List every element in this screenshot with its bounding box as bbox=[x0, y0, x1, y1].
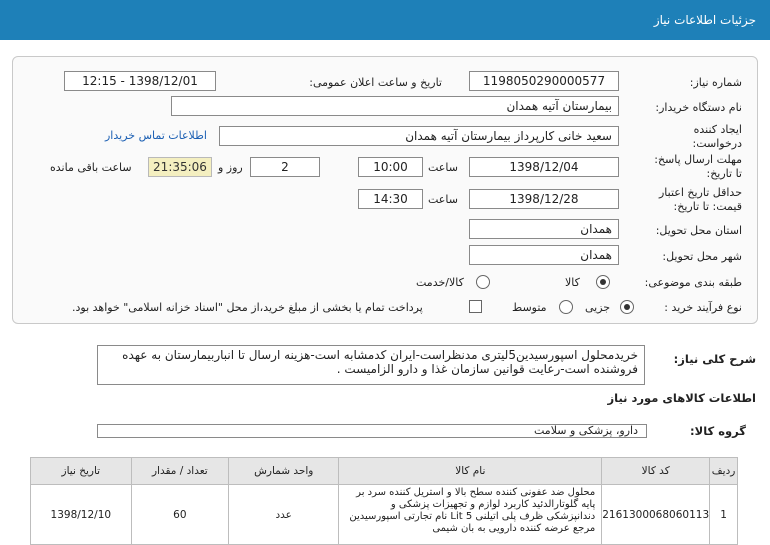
reply-deadline-label: مهلت ارسال پاسخ: تا تاریخ: bbox=[654, 153, 742, 180]
goods-group-label: گروه کالا: bbox=[690, 424, 746, 438]
table-row[interactable] bbox=[31, 485, 738, 545]
col-date: تاریخ نیاز bbox=[31, 458, 132, 485]
col-name: نام کالا bbox=[339, 458, 602, 485]
treasury-payment-note: پرداخت تمام یا بخشی از مبلغ خرید،از محل "اسناد خزانه اسلامی" خواهد بود. bbox=[72, 301, 423, 314]
row-index: 1 bbox=[710, 485, 738, 545]
col-unit: واحد شمارش bbox=[229, 458, 339, 485]
purchase-medium-label: متوسط bbox=[512, 301, 547, 314]
col-index: ردیف bbox=[710, 458, 738, 485]
goods-table bbox=[30, 457, 738, 545]
category-goods-radio[interactable] bbox=[596, 275, 610, 289]
category-label: طبقه بندی موضوعی: bbox=[644, 276, 742, 289]
purchase-medium-radio[interactable] bbox=[559, 300, 573, 314]
remaining-label: ساعت باقی مانده bbox=[50, 161, 132, 174]
col-code: کد کالا bbox=[602, 458, 710, 485]
city-label: شهر محل تحویل: bbox=[662, 250, 742, 263]
purchase-minor-radio[interactable] bbox=[620, 300, 634, 314]
category-goods-service-label: کالا/خدمت bbox=[416, 276, 464, 289]
row-unit: عدد bbox=[229, 485, 339, 545]
remaining-time-field: 21:35:06 bbox=[148, 157, 212, 177]
days-label: روز و bbox=[218, 161, 243, 174]
validity-time-field[interactable]: 14:30 bbox=[358, 189, 423, 209]
row-qty: 60 bbox=[131, 485, 228, 545]
goods-table-header bbox=[31, 458, 738, 485]
buyer-org-field[interactable]: بیمارستان آتیه همدان bbox=[171, 96, 619, 116]
remaining-days-field: 2 bbox=[250, 157, 320, 177]
reply-time-field[interactable]: 10:00 bbox=[358, 157, 423, 177]
validity-label: حداقل تاریخ اعتبار قیمت: تا تاریخ: bbox=[658, 186, 742, 213]
purchase-minor-label: جزیی bbox=[585, 301, 611, 314]
page-title: جزئیات اطلاعات نیاز bbox=[653, 13, 756, 27]
goods-group-field: دارو، پزشکی و سلامت bbox=[97, 424, 647, 438]
announce-datetime-field[interactable]: 1398/12/01 - 12:15 bbox=[64, 71, 216, 91]
description-field: خریدمحلول اسپورسیدین5لیتری مدنظراست-ایران کدمشابه است-هزینه ارسال تا انباربیمارستان به عهده فروشنده است-رعایت قوانین سازمان غذا و دارو الزامیست . bbox=[97, 345, 645, 385]
row-date: 1398/12/10 bbox=[31, 485, 132, 545]
creator-label: ایجاد کننده درخواست: bbox=[692, 123, 742, 150]
category-goods-service-radio[interactable] bbox=[476, 275, 490, 289]
category-goods-label: کالا bbox=[565, 276, 580, 289]
col-qty: تعداد / مقدار bbox=[131, 458, 228, 485]
treasury-payment-checkbox[interactable] bbox=[469, 300, 482, 313]
validity-time-label: ساعت bbox=[428, 193, 458, 206]
announce-datetime-label: تاریخ و ساعت اعلان عمومی: bbox=[309, 76, 442, 89]
province-field[interactable]: همدان bbox=[469, 219, 619, 239]
row-name: محلول ضد عفونی کننده سطح بالا و استریل کننده سرد بر پایه گلوتارالدئید کاربرد لوازم و تجهیزات پزشکی و دندانپزشکی ظرف پلی اتیلنی Lit 5 نام تجارتی اسپورسیدین مرجع عرضه کننده دارویی به بان شیمی bbox=[339, 485, 602, 545]
row-code: 2161300068060113 bbox=[602, 485, 710, 545]
description-label: شرح کلی نیاز: bbox=[673, 352, 756, 366]
buyer-contact-link[interactable]: اطلاعات تماس خریدار bbox=[105, 129, 207, 142]
province-label: استان محل تحویل: bbox=[655, 224, 742, 237]
buyer-org-label: نام دستگاه خریدار: bbox=[655, 101, 742, 114]
goods-section-title: اطلاعات کالاهای مورد نیاز bbox=[607, 391, 756, 405]
purchase-type-label: نوع فرآیند خرید : bbox=[664, 301, 742, 314]
creator-field[interactable]: سعید خانی کارپرداز بیمارستان آتیه همدان bbox=[219, 126, 619, 146]
need-number-label: شماره نیاز: bbox=[689, 76, 742, 89]
page-header bbox=[0, 0, 770, 40]
city-field[interactable]: همدان bbox=[469, 245, 619, 265]
validity-date-field[interactable]: 1398/12/28 bbox=[469, 189, 619, 209]
reply-date-field[interactable]: 1398/12/04 bbox=[469, 157, 619, 177]
reply-time-label: ساعت bbox=[428, 161, 458, 174]
need-number-field[interactable]: 1198050290000577 bbox=[469, 71, 619, 91]
